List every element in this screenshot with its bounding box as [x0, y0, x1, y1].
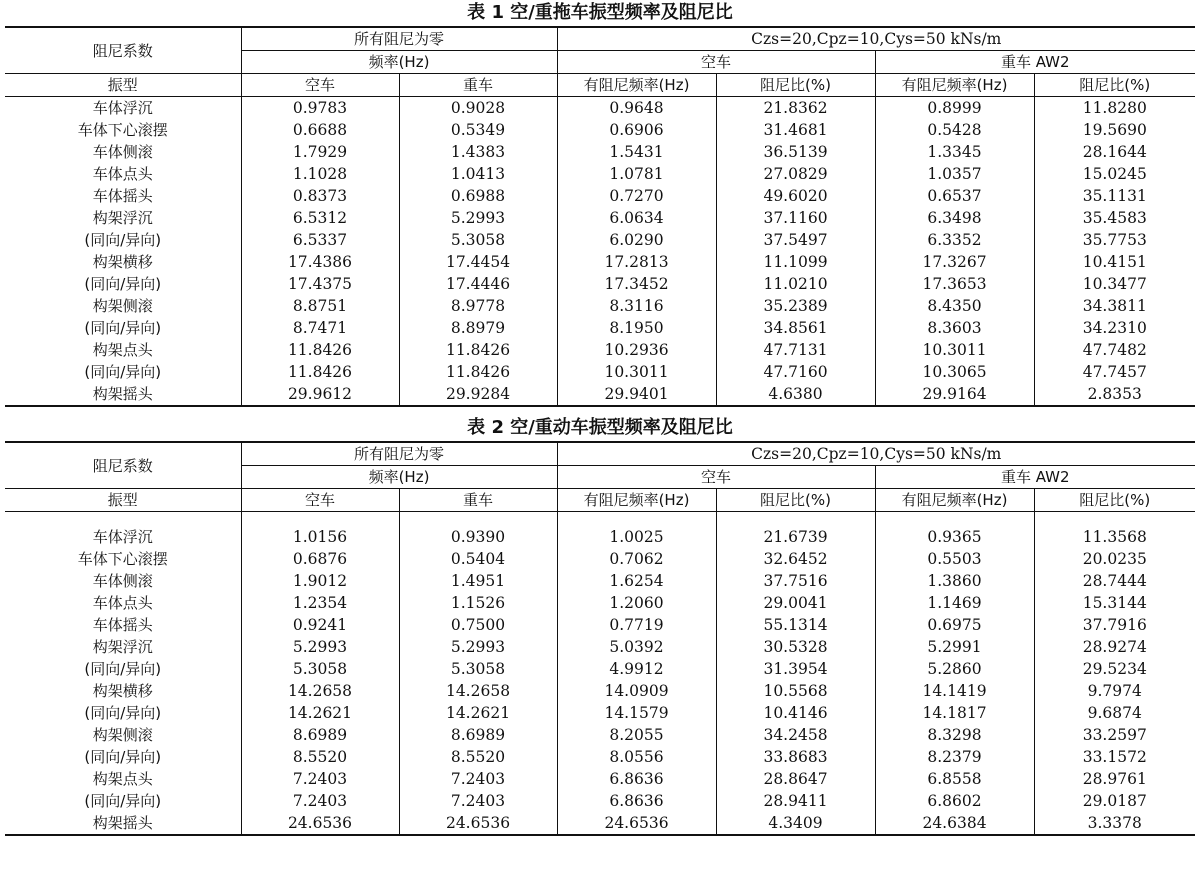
value-cell: 1.1028	[241, 163, 399, 185]
value-cell: 10.4146	[716, 702, 875, 724]
table1-header-params: Czs=20,Cpz=10,Cys=50 kNs/m	[557, 27, 1195, 51]
table-row	[5, 295, 1195, 317]
value-cell: 24.6536	[399, 812, 557, 835]
table2-header-damped-freq-empty: 有阻尼频率(Hz)	[557, 489, 716, 512]
table-row	[5, 207, 1195, 229]
value-cell: 7.2403	[241, 790, 399, 812]
value-cell: 5.2860	[875, 658, 1034, 680]
value-cell: 6.8636	[557, 768, 716, 790]
table-row	[5, 383, 1195, 406]
mode-cell: 构架侧滚	[92, 726, 153, 744]
value-cell: 0.8999	[875, 97, 1034, 120]
value-cell: 10.3011	[875, 339, 1034, 361]
table-row	[5, 570, 1195, 592]
value-cell: 14.1579	[557, 702, 716, 724]
value-cell: 1.1526	[399, 592, 557, 614]
value-cell: 8.2055	[557, 724, 716, 746]
table-row	[5, 636, 1195, 658]
value-cell: 29.0041	[716, 592, 875, 614]
value-cell: 35.7753	[1034, 229, 1195, 251]
value-cell: 28.9761	[1034, 768, 1195, 790]
table-row	[5, 790, 1195, 812]
value-cell: 9.6874	[1034, 702, 1195, 724]
value-cell: 6.5312	[241, 207, 399, 229]
value-cell: 5.0392	[557, 636, 716, 658]
value-cell: 1.0156	[241, 526, 399, 548]
value-cell: 11.3568	[1034, 526, 1195, 548]
value-cell: 34.2310	[1034, 317, 1195, 339]
value-cell: 10.4151	[1034, 251, 1195, 273]
value-cell: 14.2621	[241, 702, 399, 724]
value-cell: 28.9274	[1034, 636, 1195, 658]
value-cell: 14.2658	[241, 680, 399, 702]
table1-header-freq: 频率(Hz)	[241, 51, 557, 74]
value-cell: 0.9365	[875, 526, 1034, 548]
value-cell: 6.8636	[557, 790, 716, 812]
value-cell: 14.2621	[399, 702, 557, 724]
value-cell: 17.3267	[875, 251, 1034, 273]
value-cell: 0.9390	[399, 526, 557, 548]
table2-header-heavy: 重车 AW2	[875, 466, 1195, 489]
value-cell: 37.5497	[716, 229, 875, 251]
value-cell: 0.5349	[399, 119, 557, 141]
value-cell: 7.2403	[241, 768, 399, 790]
table2-header-damping-ratio-empty: 阻尼比(%)	[716, 489, 875, 512]
value-cell: 0.5428	[875, 119, 1034, 141]
table-row	[5, 812, 1195, 835]
value-cell: 37.7916	[1034, 614, 1195, 636]
value-cell: 5.2993	[399, 636, 557, 658]
value-cell: 17.4386	[241, 251, 399, 273]
value-cell: 10.2936	[557, 339, 716, 361]
mode-cell: 车体侧滚	[92, 143, 153, 161]
value-cell: 27.0829	[716, 163, 875, 185]
table1-header-zero: 所有阻尼为零	[241, 27, 557, 51]
table-row	[5, 251, 1195, 273]
table-row	[5, 185, 1195, 207]
value-cell: 8.9778	[399, 295, 557, 317]
value-cell: 24.6536	[557, 812, 716, 835]
value-cell: 5.3058	[399, 658, 557, 680]
value-cell: 0.8373	[241, 185, 399, 207]
table-row	[5, 361, 1195, 383]
value-cell: 31.3954	[716, 658, 875, 680]
value-cell: 11.0210	[716, 273, 875, 295]
value-cell: 1.7929	[241, 141, 399, 163]
value-cell: 28.1644	[1034, 141, 1195, 163]
value-cell: 4.3409	[716, 812, 875, 835]
value-cell: 8.0556	[557, 746, 716, 768]
value-cell: 29.9164	[875, 383, 1034, 406]
table-row	[5, 724, 1195, 746]
value-cell: 33.8683	[716, 746, 875, 768]
value-cell: 6.8602	[875, 790, 1034, 812]
value-cell: 47.7457	[1034, 361, 1195, 383]
value-cell: 28.9411	[716, 790, 875, 812]
value-cell: 6.3498	[875, 207, 1034, 229]
mode-cell: 车体摇头	[92, 616, 153, 634]
value-cell: 0.9241	[241, 614, 399, 636]
value-cell: 14.1419	[875, 680, 1034, 702]
table-row	[5, 768, 1195, 790]
table1-header-damping-ratio-heavy: 阻尼比(%)	[1034, 74, 1195, 97]
table2-header-empty: 空车	[557, 466, 875, 489]
value-cell: 1.4951	[399, 570, 557, 592]
table-row	[5, 339, 1195, 361]
value-cell: 8.1950	[557, 317, 716, 339]
value-cell: 0.7270	[557, 185, 716, 207]
value-cell: 28.8647	[716, 768, 875, 790]
table-row	[5, 97, 1195, 120]
mode-cell: (同向/异向)	[84, 319, 162, 337]
mode-cell: 构架点头	[92, 770, 153, 788]
table2-caption: 表 2 空/重动车振型频率及阻尼比	[467, 417, 733, 438]
table-row	[5, 702, 1195, 724]
value-cell: 0.7062	[557, 548, 716, 570]
table-row	[5, 119, 1195, 141]
value-cell: 15.0245	[1034, 163, 1195, 185]
value-cell: 6.0290	[557, 229, 716, 251]
value-cell: 17.4446	[399, 273, 557, 295]
mode-cell: 车体侧滚	[92, 572, 153, 590]
value-cell: 35.1131	[1034, 185, 1195, 207]
value-cell: 33.2597	[1034, 724, 1195, 746]
value-cell: 6.5337	[241, 229, 399, 251]
mode-cell: 车体点头	[92, 594, 153, 612]
value-cell: 0.9783	[241, 97, 399, 120]
value-cell: 5.2991	[875, 636, 1034, 658]
value-cell: 6.8558	[875, 768, 1034, 790]
value-cell: 17.3653	[875, 273, 1034, 295]
value-cell: 8.5520	[241, 746, 399, 768]
value-cell: 8.4350	[875, 295, 1034, 317]
value-cell: 1.3860	[875, 570, 1034, 592]
value-cell: 1.6254	[557, 570, 716, 592]
value-cell: 1.0413	[399, 163, 557, 185]
table1-header-col-heavy: 重车	[399, 74, 557, 97]
mode-cell: 车体下心滚摆	[77, 550, 168, 568]
mode-cell: 构架摇头	[5, 383, 241, 406]
table-row	[5, 526, 1195, 548]
value-cell: 20.0235	[1034, 548, 1195, 570]
value-cell: 47.7160	[716, 361, 875, 383]
value-cell: 11.8426	[241, 339, 399, 361]
value-cell: 29.5234	[1034, 658, 1195, 680]
value-cell: 24.6536	[241, 812, 399, 835]
value-cell: 8.3298	[875, 724, 1034, 746]
value-cell: 11.8426	[399, 361, 557, 383]
value-cell: 29.9401	[557, 383, 716, 406]
value-cell: 15.3144	[1034, 592, 1195, 614]
value-cell: 0.5404	[399, 548, 557, 570]
value-cell: 14.0909	[557, 680, 716, 702]
table-row	[5, 614, 1195, 636]
table-row	[5, 317, 1195, 339]
value-cell: 8.8979	[399, 317, 557, 339]
mode-cell: 车体浮沉	[92, 99, 153, 117]
value-cell: 11.8280	[1034, 97, 1195, 120]
value-cell: 6.0634	[557, 207, 716, 229]
table2-header-params: Czs=20,Cpz=10,Cys=50 kNs/m	[557, 442, 1195, 466]
table-row	[5, 680, 1195, 702]
table-row	[5, 548, 1195, 570]
value-cell: 17.4454	[399, 251, 557, 273]
table1-header-damped-freq-empty: 有阻尼频率(Hz)	[557, 74, 716, 97]
value-cell: 35.2389	[716, 295, 875, 317]
value-cell: 1.9012	[241, 570, 399, 592]
value-cell: 34.8561	[716, 317, 875, 339]
value-cell: 0.9648	[557, 97, 716, 120]
table2	[5, 441, 1195, 836]
table-row	[5, 163, 1195, 185]
value-cell: 8.7471	[241, 317, 399, 339]
value-cell: 0.9028	[399, 97, 557, 120]
mode-cell: 构架浮沉	[92, 638, 153, 656]
table2-body	[5, 526, 1195, 835]
value-cell: 7.2403	[399, 768, 557, 790]
value-cell: 17.4375	[241, 273, 399, 295]
table2-header-freq: 频率(Hz)	[241, 466, 557, 489]
table1-header-heavy: 重车 AW2	[875, 51, 1195, 74]
mode-cell: 构架浮沉	[92, 209, 153, 227]
value-cell: 55.1314	[716, 614, 875, 636]
mode-cell: 车体下心滚摆	[77, 121, 168, 139]
table-row	[5, 273, 1195, 295]
value-cell: 19.5690	[1034, 119, 1195, 141]
value-cell: 0.6906	[557, 119, 716, 141]
mode-cell: 车体点头	[92, 165, 153, 183]
table-row	[5, 229, 1195, 251]
table1-caption: 表 1 空/重拖车振型频率及阻尼比	[467, 2, 733, 23]
value-cell: 1.5431	[557, 141, 716, 163]
value-cell: 29.0187	[1034, 790, 1195, 812]
value-cell: 5.3058	[241, 658, 399, 680]
mode-cell: 车体浮沉	[92, 528, 153, 546]
value-cell: 5.2993	[399, 207, 557, 229]
value-cell: 11.1099	[716, 251, 875, 273]
value-cell: 30.5328	[716, 636, 875, 658]
value-cell: 0.7719	[557, 614, 716, 636]
value-cell: 47.7131	[716, 339, 875, 361]
value-cell: 8.3116	[557, 295, 716, 317]
table1-header-mode: 振型	[5, 74, 241, 97]
value-cell: 0.6876	[241, 548, 399, 570]
value-cell: 24.6384	[875, 812, 1034, 835]
value-cell: 10.3011	[557, 361, 716, 383]
value-cell: 21.6739	[716, 526, 875, 548]
table2-spacer-row	[5, 512, 1195, 527]
mode-cell: 构架横移	[92, 253, 153, 271]
value-cell: 1.0781	[557, 163, 716, 185]
table2-header-col-empty: 空车	[241, 489, 399, 512]
mode-cell: 构架点头	[92, 341, 153, 359]
mode-cell: (同向/异向)	[84, 363, 162, 381]
value-cell: 6.3352	[875, 229, 1034, 251]
value-cell: 1.0025	[557, 526, 716, 548]
table2-header-zero: 所有阻尼为零	[241, 442, 557, 466]
mode-cell: (同向/异向)	[84, 748, 162, 766]
value-cell: 0.6988	[399, 185, 557, 207]
value-cell: 8.3603	[875, 317, 1034, 339]
table-row	[5, 592, 1195, 614]
table-row	[5, 658, 1195, 680]
table1-header-col-empty: 空车	[241, 74, 399, 97]
value-cell: 8.6989	[241, 724, 399, 746]
table1-header-empty: 空车	[557, 51, 875, 74]
table1-body	[5, 97, 1195, 407]
value-cell: 0.6537	[875, 185, 1034, 207]
value-cell: 1.4383	[399, 141, 557, 163]
mode-cell: (同向/异向)	[84, 275, 162, 293]
mode-cell: 构架侧滚	[92, 297, 153, 315]
value-cell: 49.6020	[716, 185, 875, 207]
value-cell: 0.6975	[875, 614, 1034, 636]
value-cell: 8.2379	[875, 746, 1034, 768]
value-cell: 8.8751	[241, 295, 399, 317]
value-cell: 17.2813	[557, 251, 716, 273]
value-cell: 14.2658	[399, 680, 557, 702]
table2-header-mode: 振型	[5, 489, 241, 512]
value-cell: 28.7444	[1034, 570, 1195, 592]
value-cell: 4.6380	[716, 383, 875, 406]
value-cell: 47.7482	[1034, 339, 1195, 361]
table2-header-damped-freq-heavy: 有阻尼频率(Hz)	[875, 489, 1034, 512]
value-cell: 17.3452	[557, 273, 716, 295]
value-cell: 10.5568	[716, 680, 875, 702]
value-cell: 8.6989	[399, 724, 557, 746]
value-cell: 5.2993	[241, 636, 399, 658]
table2-header-damping: 阻尼系数	[5, 442, 241, 489]
value-cell: 10.3065	[875, 361, 1034, 383]
table1	[5, 26, 1195, 407]
mode-cell: (同向/异向)	[84, 704, 162, 722]
value-cell: 1.0357	[875, 163, 1034, 185]
value-cell: 5.3058	[399, 229, 557, 251]
value-cell: 11.8426	[399, 339, 557, 361]
value-cell: 21.8362	[716, 97, 875, 120]
value-cell: 4.9912	[557, 658, 716, 680]
value-cell: 1.2354	[241, 592, 399, 614]
value-cell: 33.1572	[1034, 746, 1195, 768]
value-cell: 29.9612	[241, 383, 399, 406]
value-cell: 10.3477	[1034, 273, 1195, 295]
value-cell: 0.5503	[875, 548, 1034, 570]
value-cell: 1.3345	[875, 141, 1034, 163]
value-cell: 0.6688	[241, 119, 399, 141]
table1-header-damping-ratio-empty: 阻尼比(%)	[716, 74, 875, 97]
mode-cell: 构架摇头	[5, 812, 241, 835]
table1-header-damped-freq-heavy: 有阻尼频率(Hz)	[875, 74, 1034, 97]
value-cell: 11.8426	[241, 361, 399, 383]
table2-header-damping-ratio-heavy: 阻尼比(%)	[1034, 489, 1195, 512]
value-cell: 8.5520	[399, 746, 557, 768]
value-cell: 36.5139	[716, 141, 875, 163]
value-cell: 3.3378	[1034, 812, 1195, 835]
mode-cell: (同向/异向)	[84, 660, 162, 678]
table1-header-damping: 阻尼系数	[5, 27, 241, 74]
value-cell: 32.6452	[716, 548, 875, 570]
value-cell: 2.8353	[1034, 383, 1195, 406]
table-row	[5, 746, 1195, 768]
value-cell: 1.2060	[557, 592, 716, 614]
value-cell: 9.7974	[1034, 680, 1195, 702]
value-cell: 37.7516	[716, 570, 875, 592]
value-cell: 29.9284	[399, 383, 557, 406]
mode-cell: 车体摇头	[92, 187, 153, 205]
value-cell: 31.4681	[716, 119, 875, 141]
value-cell: 7.2403	[399, 790, 557, 812]
table-row	[5, 141, 1195, 163]
table2-header-col-heavy: 重车	[399, 489, 557, 512]
mode-cell: (同向/异向)	[84, 231, 162, 249]
mode-cell: (同向/异向)	[84, 792, 162, 810]
value-cell: 1.1469	[875, 592, 1034, 614]
value-cell: 0.7500	[399, 614, 557, 636]
value-cell: 34.3811	[1034, 295, 1195, 317]
value-cell: 35.4583	[1034, 207, 1195, 229]
value-cell: 34.2458	[716, 724, 875, 746]
value-cell: 37.1160	[716, 207, 875, 229]
value-cell: 14.1817	[875, 702, 1034, 724]
mode-cell: 构架横移	[92, 682, 153, 700]
